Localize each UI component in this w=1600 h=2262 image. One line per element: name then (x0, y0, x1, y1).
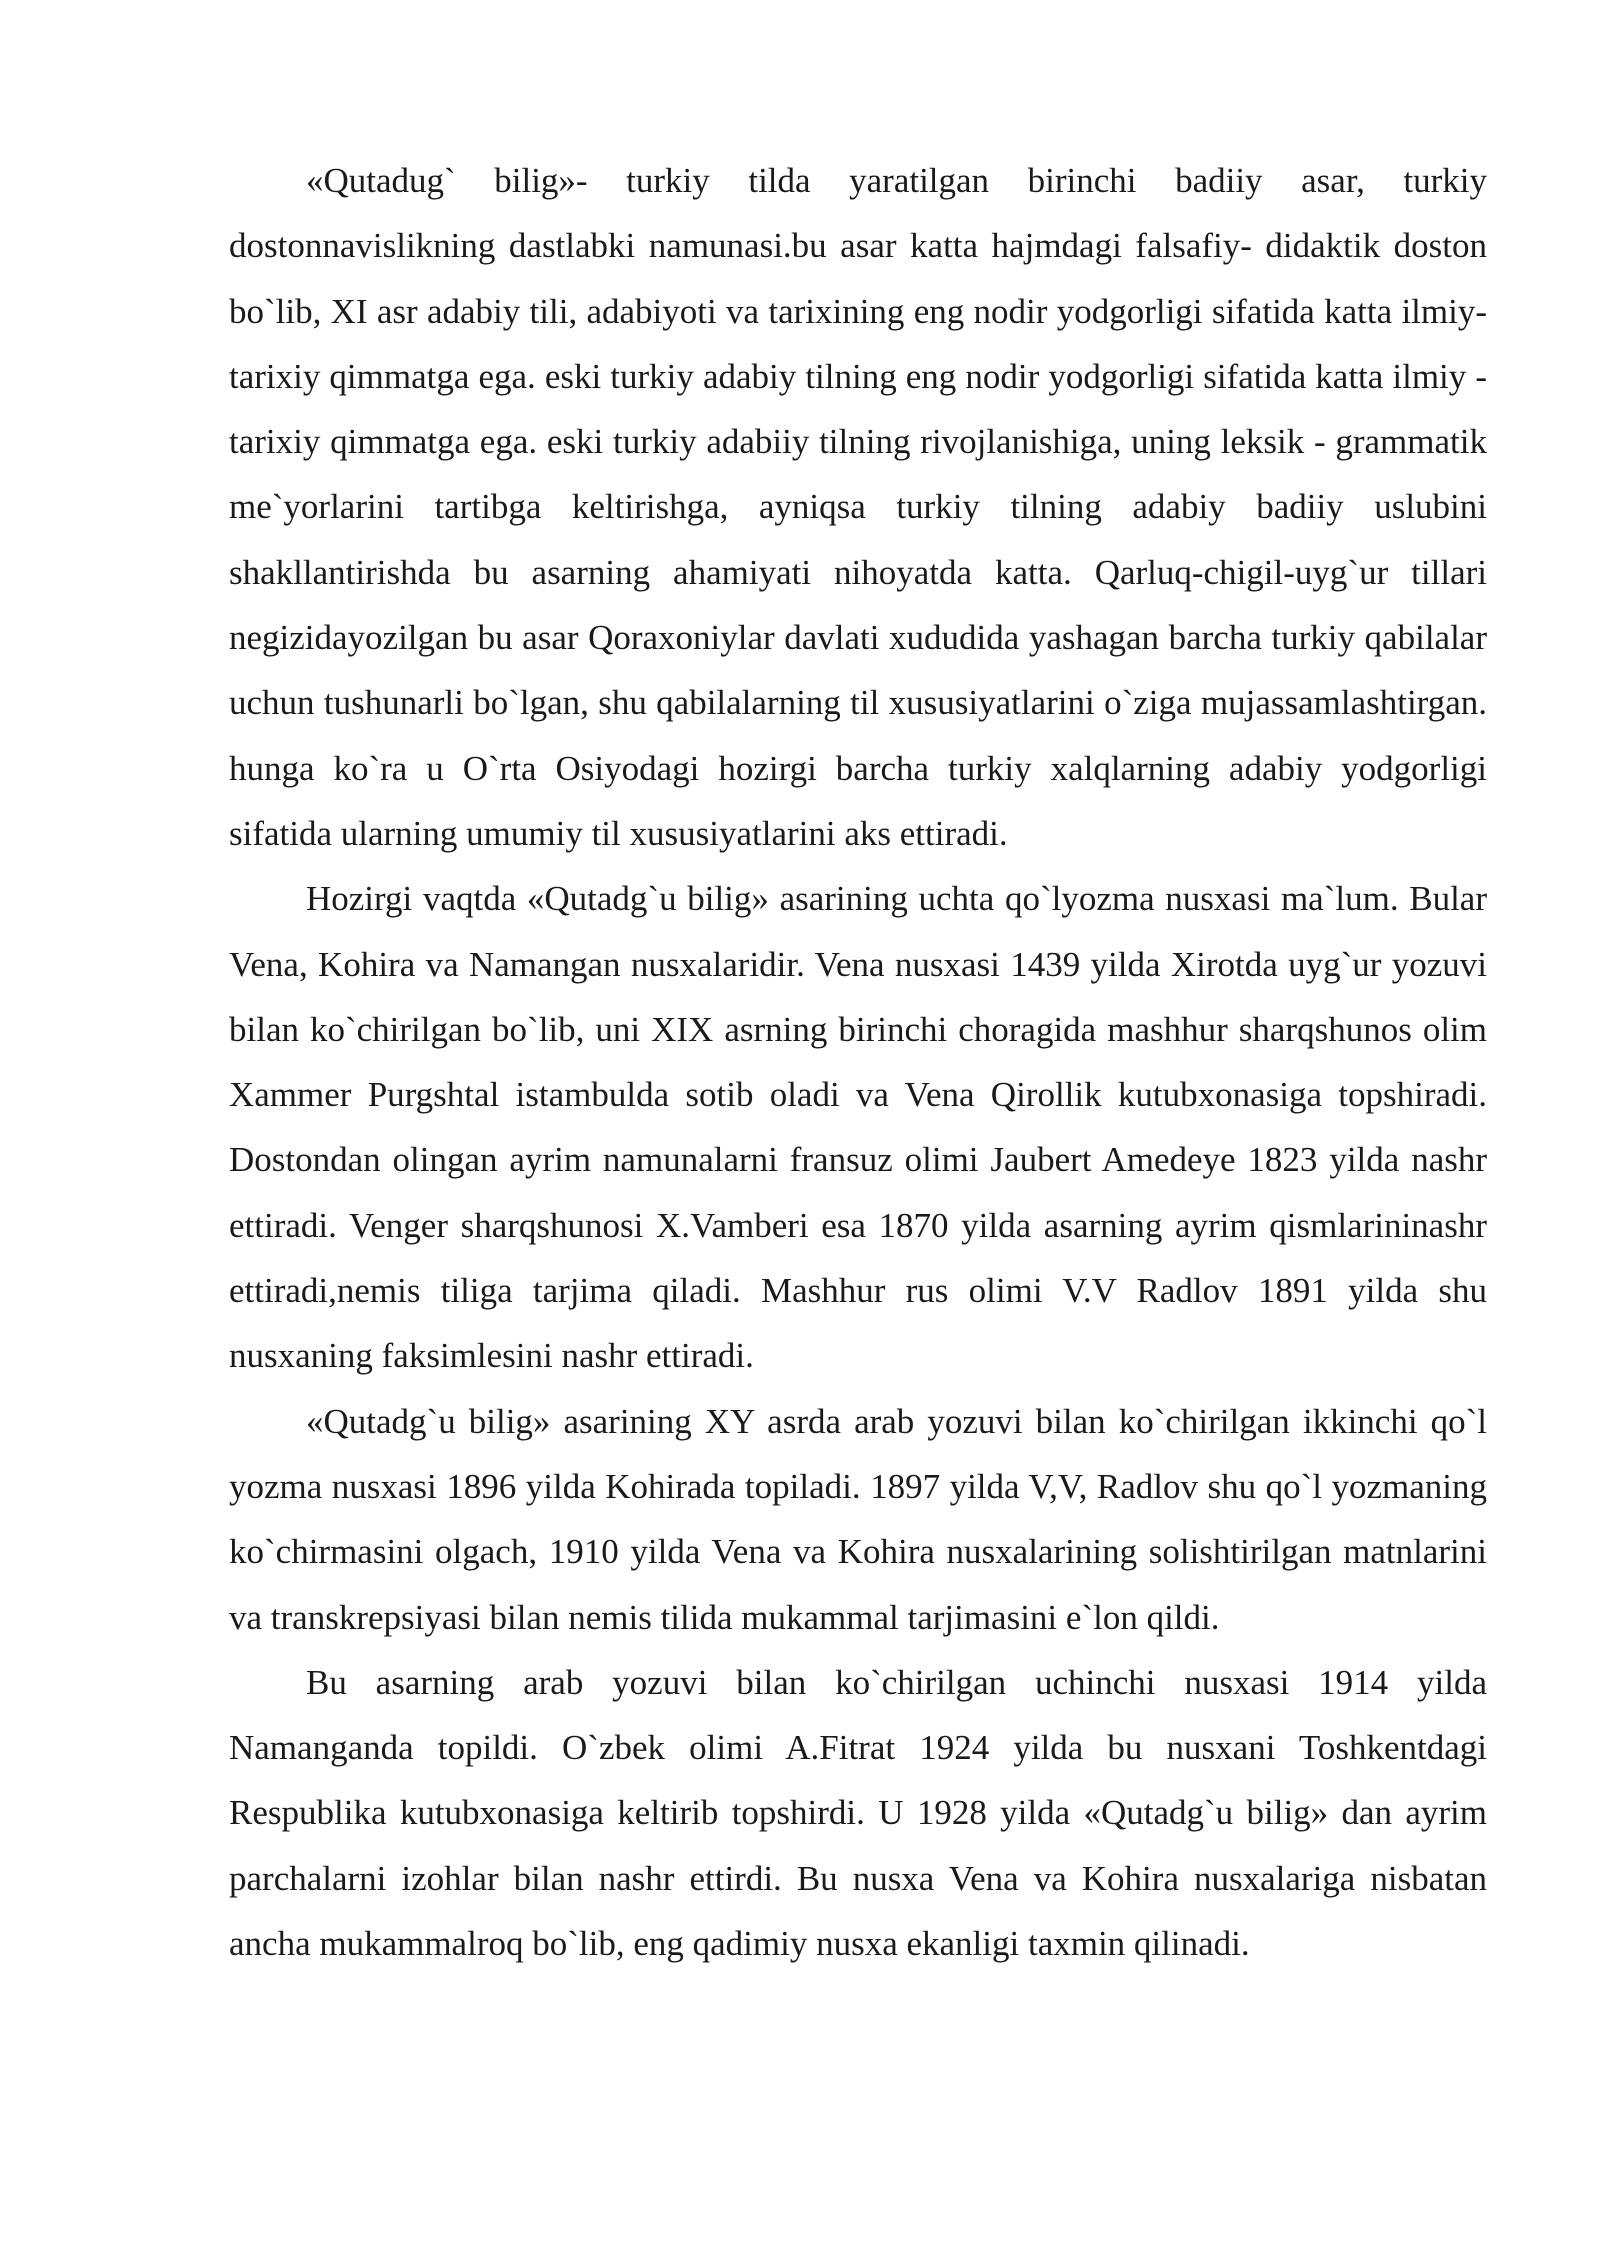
paragraph-cairo-copy: «Qutadg`u bilig» asarining XY asrda arab yozuvi bilan ko`chirilgan ikkinchi qo`l yozma nusxasi 1896 yilda Kohirada topiladi. 1897 yilda V,V, Radlov shu qo`l yozmaning ko`chirmasini olgach, 1910 yilda Vena va Kohira nusxalarining solishtirilgan matnlarini va transkrepsiyasi bilan nemis tilida mukammal tarjimasini e`lon qildi. (229, 1401, 1487, 1637)
paragraph-manuscript-copies: Hozirgi vaqtda «Qutadg`u bilig» asarining uchta qo`lyozma nusxasi ma`lum. Bular Vena, Kohira va Namangan nusxalaridir. Vena nusxasi 1439 yilda Xirotda uyg`ur yozuvi bilan ko`chirilgan bo`lib, uni XIX asrning birinchi choragida mashhur sharqshunos olim Xammer Purgshtal istambulda sotib oladi va Vena Qirollik kutubxonasiga topshiradi. Dostondan olingan ayrim namunalarni fransuz olimi Jaubert Amedeye 1823 yilda nashr ettiradi. Venger sharqshunosi X.Vamberi esa 1870 yilda asarning ayrim qismlarininashr ettiradi,nemis tiliga tarjima qiladi. Mashhur rus olimi V.V Radlov 1891 yilda shu nusxaning faksimlesini nashr ettiradi. (229, 879, 1487, 1376)
body-text (229, 148, 1487, 1976)
paragraph-qutadgu-bilig-intro: «Qutadug` bilig»- turkiy tilda yaratilgan birinchi badiiy asar, turkiy dostonnavislikning dastlabki namunasi.bu asar katta hajmdagi falsafiy- didaktik doston bo`lib, XI asr adabiy tili, adabiyoti va tarixining eng nodir yodgorligi sifatida katta ilmiy- tarixiy qimmatga ega. eski turkiy adabiy tilning eng nodir yodgorligi sifatida katta ilmiy - tarixiy qimmatga ega. eski turkiy adabiiy tilning rivojlanishiga, uning leksik - grammatik me`yorlarini tartibga keltirishga, ayniqsa turkiy tilning adabiy badiiy uslubini shakllantirishda bu asarning ahamiyati nihoyatda katta. Qarluq-chigil-uyg`ur tillari negizidayozilgan bu asar Qoraxoniylar davlati xududida yashagan barcha turkiy qabilalar uchun tushunarli bo`lgan, shu qabilalarning til xususiyatlarini o`ziga mujassamlashtirgan. hunga ko`ra u O`rta Osiyodagi hozirgi barcha turkiy xalqlarning adabiy yodgorligi sifatida ularning umumiy til xususiyatlarini aks ettiradi. (229, 161, 1487, 853)
paragraph-namangan-copy: Bu asarning arab yozuvi bilan ko`chirilgan uchinchi nusxasi 1914 yilda Namanganda topildi. O`zbek olimi A.Fitrat 1924 yilda bu nusxani Toshkentdagi Respublika kutubxonasiga keltirib topshirdi. U 1928 yilda «Qutadg`u bilig» dan ayrim parchalarni izohlar bilan nashr ettirdi. Bu nusxa Vena va Kohira nusxalariga nisbatan ancha mukammalroq bo`lib, eng qadimiy nusxa ekanligi taxmin qilinadi. (229, 1662, 1487, 1964)
